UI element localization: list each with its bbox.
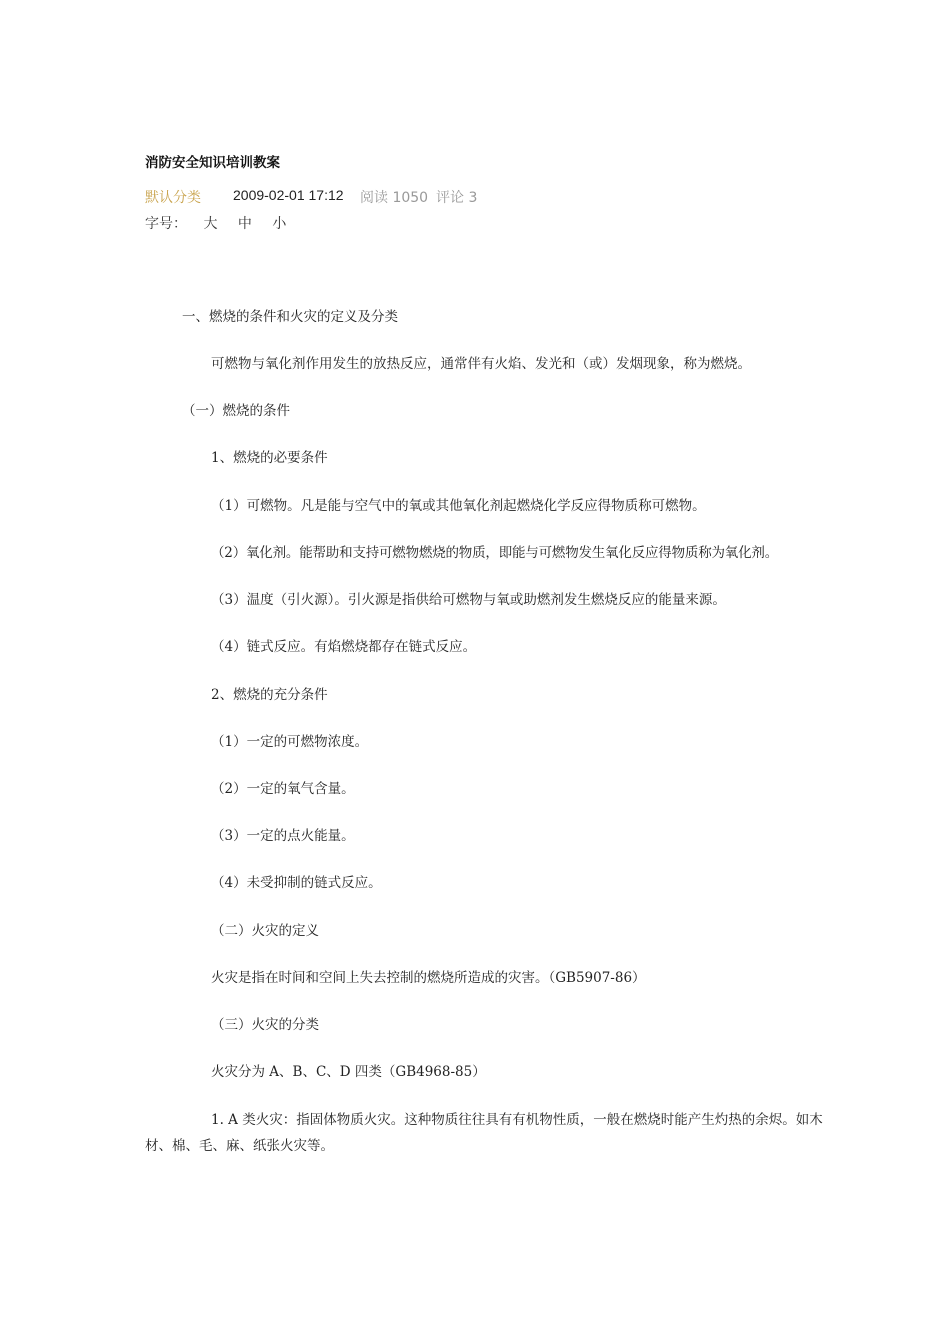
subsection-heading: （一）燃烧的条件 — [182, 403, 290, 419]
read-count: 阅读 1050 — [360, 190, 429, 206]
font-size-selector — [145, 213, 302, 233]
article-date: 2009-02-01 17:12 — [233, 187, 344, 203]
list-item: （4）链式反应。有焰燃烧都存在链式反应。 — [211, 639, 477, 655]
font-size-small-option[interactable]: 小 — [272, 216, 287, 232]
list-item: （1）一定的可燃物浓度。 — [211, 734, 369, 750]
list-item: （1）可燃物。凡是能与空气中的氧或其他氧化剂起燃烧化学反应得物质称可燃物。 — [211, 498, 706, 514]
list-item: （4）未受抑制的链式反应。 — [211, 875, 382, 891]
font-size-large-option[interactable]: 大 — [203, 216, 218, 232]
list-item: （3）一定的点火能量。 — [211, 828, 355, 844]
section-heading: 一、燃烧的条件和火灾的定义及分类 — [182, 309, 398, 325]
subsection-heading: 2、燃烧的充分条件 — [211, 687, 328, 703]
subsection-heading: （三）火灾的分类 — [211, 1017, 319, 1033]
article-category-link[interactable]: 默认分类 — [145, 190, 201, 206]
paragraph: 火灾分为 A、B、C、D 四类（GB4968-85） — [211, 1064, 486, 1080]
paragraph: 火灾是指在时间和空间上失去控制的燃烧所造成的灾害。（GB5907-86） — [211, 970, 646, 986]
font-size-label: 字号： — [145, 216, 187, 232]
list-item: （2）一定的氧气含量。 — [211, 781, 355, 797]
subsection-heading: 1、燃烧的必要条件 — [211, 450, 328, 466]
list-item: （3）温度（引火源）。引火源是指供给可燃物与氧或助燃剂发生燃烧反应的能量来源。 — [211, 592, 726, 608]
subsection-heading: （二）火灾的定义 — [211, 923, 319, 939]
font-size-medium-option[interactable]: 中 — [237, 216, 252, 232]
article-title: 消防安全知识培训教案 — [145, 155, 280, 171]
comment-count-link[interactable]: 评论 3 — [436, 190, 478, 206]
paragraph: 1. A 类火灾：指固体物质火灾。这种物质往往具有有机物性质，一般在燃烧时能产生灼热的余烬。如木材、棉、毛、麻、纸张火灾等。 — [145, 1112, 823, 1154]
list-item: （2）氧化剂。能帮助和支持可燃物燃烧的物质，即能与可燃物发生氧化反应得物质称为氧化剂。 — [211, 545, 778, 561]
paragraph: 可燃物与氧化剂作用发生的放热反应，通常伴有火焰、发光和（或）发烟现象，称为燃烧。 — [211, 356, 751, 372]
